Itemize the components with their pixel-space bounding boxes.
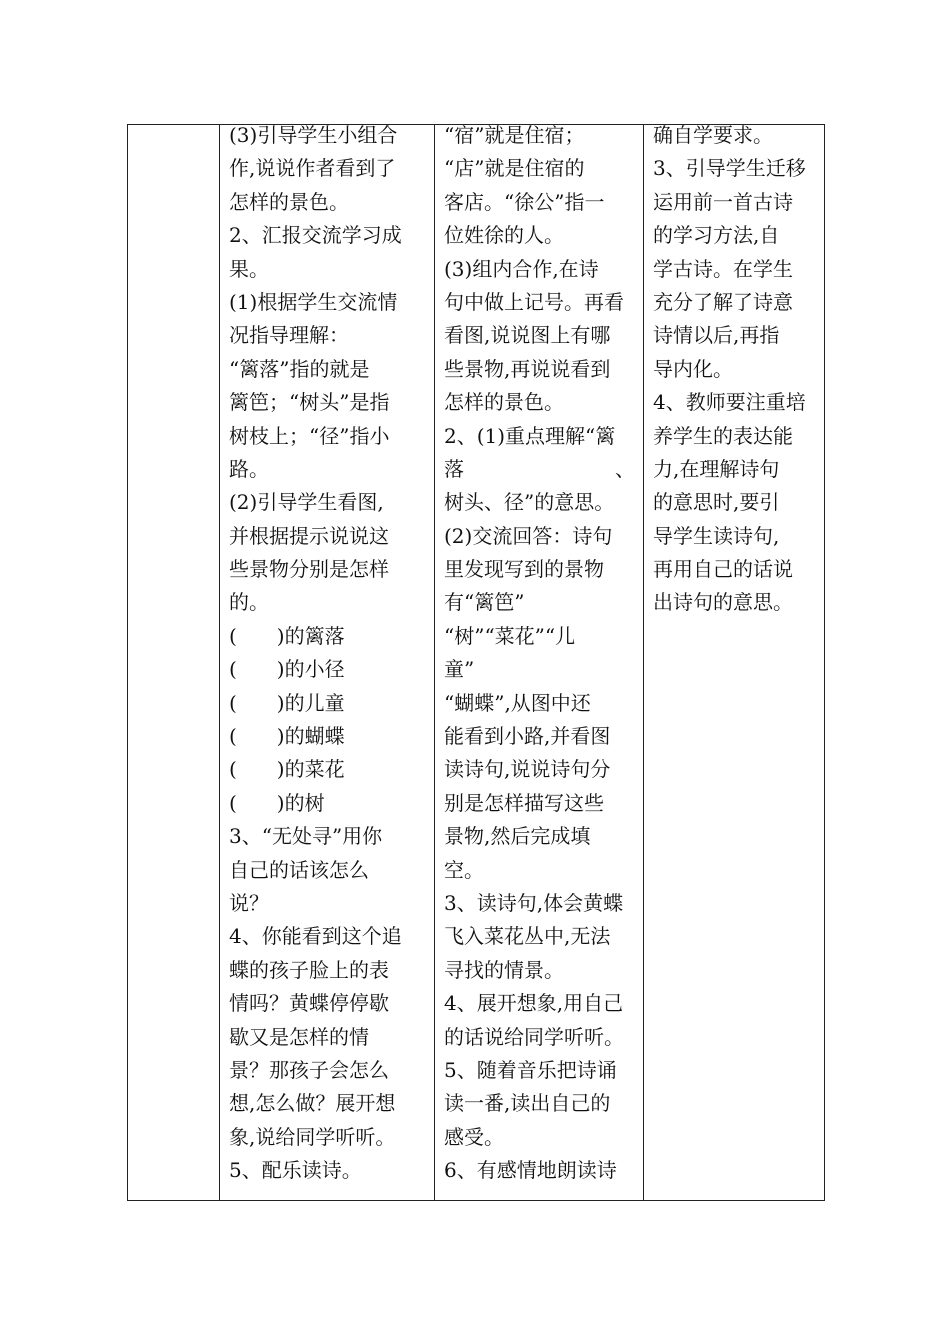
text-line: 的意思时,要引 xyxy=(653,490,780,515)
empty-first-column-cell xyxy=(128,125,220,1201)
line-left-part: 落 xyxy=(444,456,464,481)
text-line: ( )的树 xyxy=(229,790,325,815)
text-line: ( )的蝴蝶 xyxy=(229,724,345,749)
text-line: 句中做上记号。再看 xyxy=(444,289,624,314)
text-line: 况指导理解： xyxy=(229,323,349,348)
teacher-guidance-cell xyxy=(220,125,435,1201)
text-line: 些景物,再说说看到 xyxy=(444,356,611,381)
text-line: 看图,说说图上有哪 xyxy=(444,323,611,348)
text-line: 出诗句的意思。 xyxy=(653,590,793,615)
text-line: 3、引导学生迁移 xyxy=(653,156,806,181)
text-line: 象,说给同学听听。 xyxy=(229,1124,396,1149)
text-line: 并根据提示说说这 xyxy=(229,523,389,548)
design-intent-text xyxy=(644,119,824,620)
text-line: 感受。 xyxy=(444,1124,504,1149)
text-line: (2)交流回答：诗句 xyxy=(444,523,613,548)
text-line: 客店。“徐公”指一 xyxy=(444,189,605,214)
text-line: 怎样的景色。 xyxy=(444,390,564,415)
teacher-guidance-text xyxy=(220,119,434,1188)
text-line: 读诗句,说说诗句分 xyxy=(444,757,611,782)
text-line: 果。 xyxy=(229,256,269,281)
text-line: 确自学要求。 xyxy=(653,123,773,147)
text-line: 空。 xyxy=(444,857,484,882)
text-line: 4、你能看到这个追 xyxy=(229,924,402,949)
text-line: 5、随着音乐把诗诵 xyxy=(444,1057,617,1082)
text-line: 飞入菜花丛中,无法 xyxy=(444,924,611,949)
text-line: 路。 xyxy=(229,456,269,481)
text-line: 位姓徐的人。 xyxy=(444,223,564,248)
text-line: 3、读诗句,体会黄蝶 xyxy=(444,890,624,915)
text-line: 怎样的景色。 xyxy=(229,189,349,214)
text-line: 的话说给同学听听。 xyxy=(444,1024,624,1049)
text-line: ( )的篱落 xyxy=(229,623,345,648)
text-line: 的。 xyxy=(229,590,269,615)
text-line: 树头、径”的意思。 xyxy=(444,490,615,515)
text-line: 童” xyxy=(444,657,475,682)
text-line: “篱落”指的就是 xyxy=(229,356,370,381)
text-line: 力,在理解诗句 xyxy=(653,456,780,481)
text-line: 说？ xyxy=(229,890,269,915)
text-line: 导内化。 xyxy=(653,356,733,381)
line-right-part: 、 xyxy=(615,456,635,481)
text-line: 景物,然后完成填 xyxy=(444,824,591,849)
text-line: 情吗？黄蝶停停歇 xyxy=(229,991,389,1016)
text-line: 3、“无处寻”用你 xyxy=(229,824,383,849)
text-line: 导学生读诗句, xyxy=(653,523,780,548)
text-line: 有“篱笆” xyxy=(444,590,525,615)
text-line: “蝴蝶”,从图中还 xyxy=(444,690,591,715)
text-line: 想,怎么做？展开想 xyxy=(229,1091,396,1116)
text-line: 作,说说作者看到了 xyxy=(229,156,396,181)
table-row xyxy=(128,125,825,1201)
text-line: 的学习方法,自 xyxy=(653,223,780,248)
text-line: 充分了解了诗意 xyxy=(653,289,793,314)
text-line: 学古诗。在学生 xyxy=(653,256,793,281)
text-line: 再用自己的话说 xyxy=(653,557,793,582)
text-line: (1)根据学生交流情 xyxy=(229,289,398,314)
text-line: 5、配乐读诗。 xyxy=(229,1158,362,1183)
justified-line xyxy=(444,453,635,486)
text-line: “宿”就是住宿； xyxy=(444,123,585,147)
text-line: 2、(1)重点理解“篱 xyxy=(444,423,616,448)
text-line: ( )的菜花 xyxy=(229,757,345,782)
text-line: 诗情以后,再指 xyxy=(653,323,780,348)
text-line: “店”就是住宿的 xyxy=(444,156,585,181)
text-line: “树”“菜花”“儿 xyxy=(444,623,576,648)
text-line: 能看到小路,并看图 xyxy=(444,724,611,749)
text-line: 寻找的情景。 xyxy=(444,957,564,982)
text-line: 运用前一首古诗 xyxy=(653,189,793,214)
lesson-plan-table xyxy=(127,124,825,1201)
text-line: 4、展开想象,用自己 xyxy=(444,991,624,1016)
text-line: 自己的话该怎么 xyxy=(229,857,369,882)
text-line: 4、教师要注重培 xyxy=(653,390,806,415)
text-line: ( )的儿童 xyxy=(229,690,345,715)
text-line: 里发现写到的景物 xyxy=(444,557,604,582)
text-line: 树枝上；“径”指小 xyxy=(229,423,390,448)
text-line: 篱笆；“树头”是指 xyxy=(229,390,390,415)
text-line: 养学生的表达能 xyxy=(653,423,793,448)
text-line: (2)引导学生看图, xyxy=(229,490,384,515)
text-line: 读一番,读出自己的 xyxy=(444,1091,611,1116)
student-activity-cell xyxy=(435,125,644,1201)
text-line: 别是怎样描写这些 xyxy=(444,790,604,815)
text-line: 2、汇报交流学习成 xyxy=(229,223,402,248)
text-line: 些景物分别是怎样 xyxy=(229,557,389,582)
text-line: (3)组内合作,在诗 xyxy=(444,256,599,281)
text-line: (3)引导学生小组合 xyxy=(229,123,398,147)
design-intent-cell xyxy=(644,125,825,1201)
text-line: 6、有感情地朗读诗 xyxy=(444,1158,617,1183)
text-line: ( )的小径 xyxy=(229,657,345,682)
text-line: 歇又是怎样的情 xyxy=(229,1024,369,1049)
text-line: 蝶的孩子脸上的表 xyxy=(229,957,389,982)
student-activity-text xyxy=(435,119,643,1188)
text-line: 景？那孩子会怎么 xyxy=(229,1057,389,1082)
